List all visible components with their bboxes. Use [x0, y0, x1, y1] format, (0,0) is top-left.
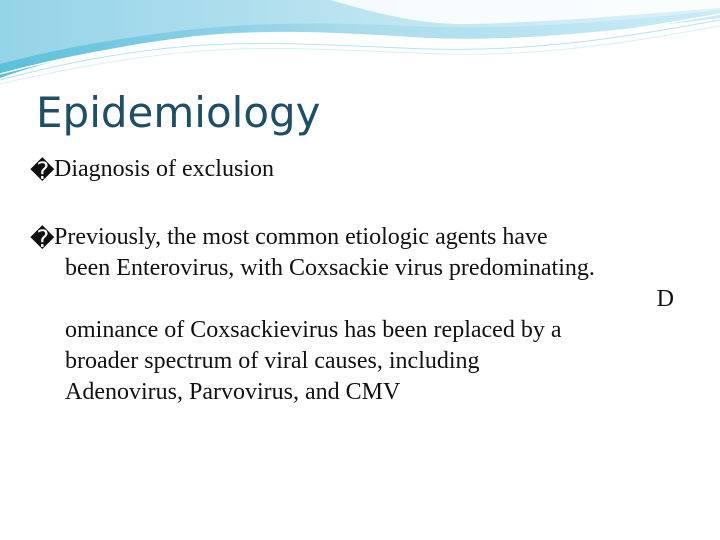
bullet-glyph-icon: � — [30, 157, 55, 185]
slide-title: Epidemiology — [36, 88, 321, 137]
bullet-text: Diagnosis of exclusion — [54, 156, 274, 182]
header-wave-decoration — [0, 0, 720, 90]
bullet-line: Adenovirus, Parvovirus, and CMV — [65, 379, 401, 405]
bullet-etiology — [30, 222, 690, 408]
bullet-line: D — [656, 286, 674, 312]
bullet-line: Previously, the most common etiologic agents have — [54, 224, 548, 250]
bullet-diagnosis — [30, 154, 690, 185]
bullet-line: ominance of Coxsackievirus has been replaced by a — [65, 317, 562, 343]
bullet-glyph-icon: � — [30, 225, 55, 253]
bullet-line: broader spectrum of viral causes, including — [65, 348, 480, 374]
slide-body — [30, 154, 690, 408]
bullet-line: been Enterovirus, with Coxsackie virus predominating. — [65, 255, 595, 281]
